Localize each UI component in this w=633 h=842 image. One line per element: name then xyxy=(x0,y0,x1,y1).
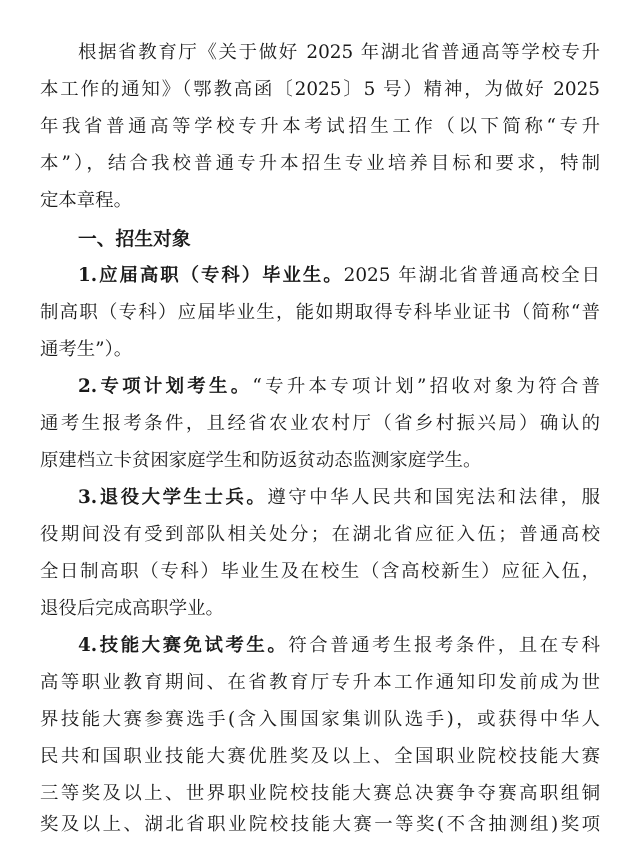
item-line: 民共和国职业技能大赛优胜奖及以上、全国职业院校技能大赛 xyxy=(40,746,600,767)
item-text: 2025 年湖北省普通高校全日 xyxy=(343,265,600,286)
item-line: 通考生”）。 xyxy=(40,339,133,360)
item-line: 通考生报考条件，且经省农业农村厅（省乡村振兴局）确认的 xyxy=(40,413,600,434)
item-text: 符合普通考生报考条件，且在专科 xyxy=(288,635,600,656)
item-first-line xyxy=(78,631,600,661)
item-text: “专升本专项计划”招收对象为符合普 xyxy=(252,376,600,397)
intro-line: 定本章程。 xyxy=(40,190,132,211)
item-line: 三等奖及以上、世界职业院校技能大赛总决赛争夺赛高职组铜 xyxy=(40,783,600,804)
item-title: 3.退役大学生士兵。 xyxy=(78,487,268,508)
item-first-line xyxy=(78,372,600,402)
item-line: 役期间没有受到部队相关处分；在湖北省应征入伍；普通高校 xyxy=(40,524,600,545)
intro-line: 年我省普通高等学校专升本考试招生工作（以下简称“专升 xyxy=(40,116,600,137)
item-line: 制高职（专科）应届毕业生，能如期取得专科毕业证书（简称“普 xyxy=(40,302,600,323)
item-line: 高等职业教育期间、在省教育厅专升本工作通知印发前成为世 xyxy=(40,672,600,693)
item-line: 界技能大赛参赛选手(含入围国家集训队选手)，或获得中华人 xyxy=(40,709,600,730)
item-line: 全日制高职（专科）毕业生及在校生（含高校新生）应征入伍， xyxy=(40,561,600,582)
item-text: 遵守中华人民共和国宪法和法律，服 xyxy=(267,487,600,508)
item-line: 退役后完成高职学业。 xyxy=(40,598,224,619)
item-line: 奖及以上、湖北省职业院校技能大赛一等奖(不含抽测组)奖项 xyxy=(40,814,600,835)
item-line: 原建档立卡贫困家庭学生和防返贫动态监测家庭学生。 xyxy=(40,450,482,471)
section-heading: 一、招生对象 xyxy=(78,228,191,250)
item-title: 4.技能大赛免试考生。 xyxy=(78,635,289,656)
intro-line: 根据省教育厅《关于做好 2025 年湖北省普通高等学校专升 xyxy=(78,42,600,63)
intro-line: 本工作的通知》（鄂教高函〔2025〕5 号）精神，为做好 2025 xyxy=(40,79,600,100)
item-first-line xyxy=(78,261,600,291)
item-first-line xyxy=(78,483,600,513)
intro-line: 本”），结合我校普通专升本招生专业培养目标和要求，特制 xyxy=(40,153,600,174)
item-title: 2.专项计划考生。 xyxy=(78,376,253,397)
item-title: 1.应届高职（专科）毕业生。 xyxy=(78,265,344,286)
